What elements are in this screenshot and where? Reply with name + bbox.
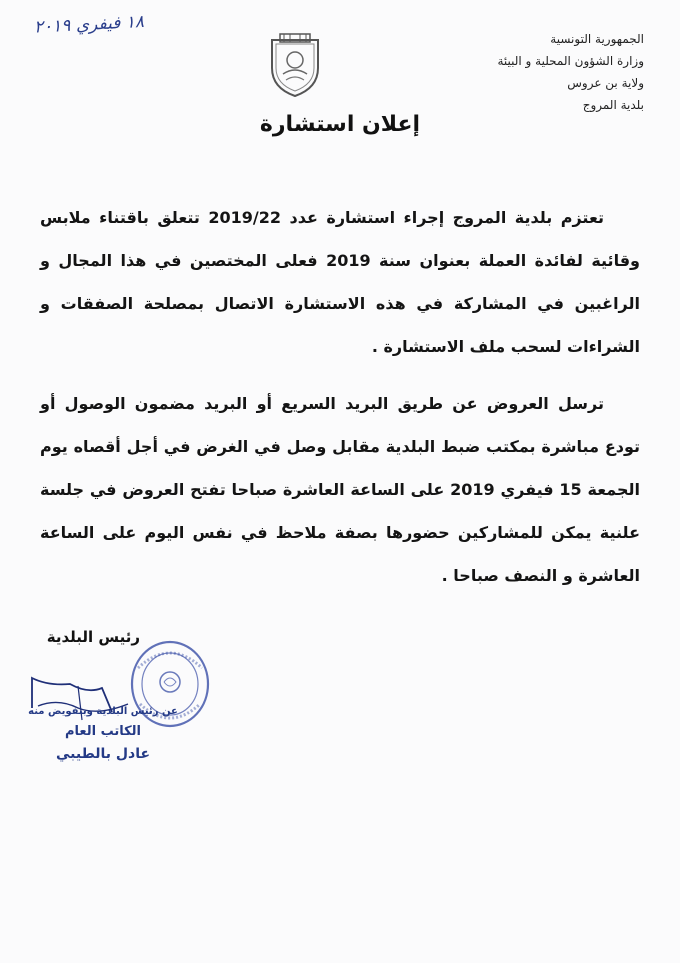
stamp-secretary-general: الكاتب العام	[64, 724, 142, 739]
letterhead-ministry: وزارة الشؤون المحلية و البيئة	[497, 54, 644, 68]
stamp-official-name: عادل بالطيبي	[55, 746, 151, 762]
paragraph-1-text: تعتزم بلدية المروج إجراء استشارة عدد 2019/22 تتعلق باقتناء ملابس وقائية لفائدة العملة بعنوان سنة 2019 فعلى المختصين في هذا المجال و الراغبين في المشاركة في هذه الاستشارة الاتصال بمصلحة الصفقات و الشراءات لسحب ملف الاستشارة .	[40, 208, 640, 356]
municipal-emblem-icon	[266, 30, 324, 100]
paragraph-2-text: ترسل العروض عن طريق البريد السريع أو البريد مضمون الوصول أو تودع مباشرة بمكتب ضبط البلدية مقابل وصل في الغرض في أجل أقصاه يوم الجمعة 15 فيفري 2019 على الساعة العاشرة صباحا تفتح العروض في جلسة علنية يمكن للمشاركين حضورها بصفة ملاحظ في نفس اليوم على الساعة العاشرة و النصف صباحا .	[40, 394, 640, 585]
letterhead-municipality: بلدية المروج	[582, 98, 644, 112]
letterhead-republic: الجمهورية التونسية	[550, 32, 644, 46]
handwritten-signature-icon	[18, 668, 168, 728]
page-title: إعلان استشارة	[259, 112, 421, 137]
announcement-paragraph-2	[40, 382, 640, 597]
handwritten-date: ١٨ فيفري ٢٠١٩	[33, 11, 145, 38]
letterhead	[424, 28, 644, 116]
signatory-title: رئيس البلدية	[46, 628, 140, 646]
letterhead-governorate: ولاية بن عروس	[567, 76, 644, 90]
stamp-delegation-line: عن رئيس البلدية وبتفويض منه	[28, 706, 178, 717]
announcement-paragraph-1	[40, 196, 640, 368]
